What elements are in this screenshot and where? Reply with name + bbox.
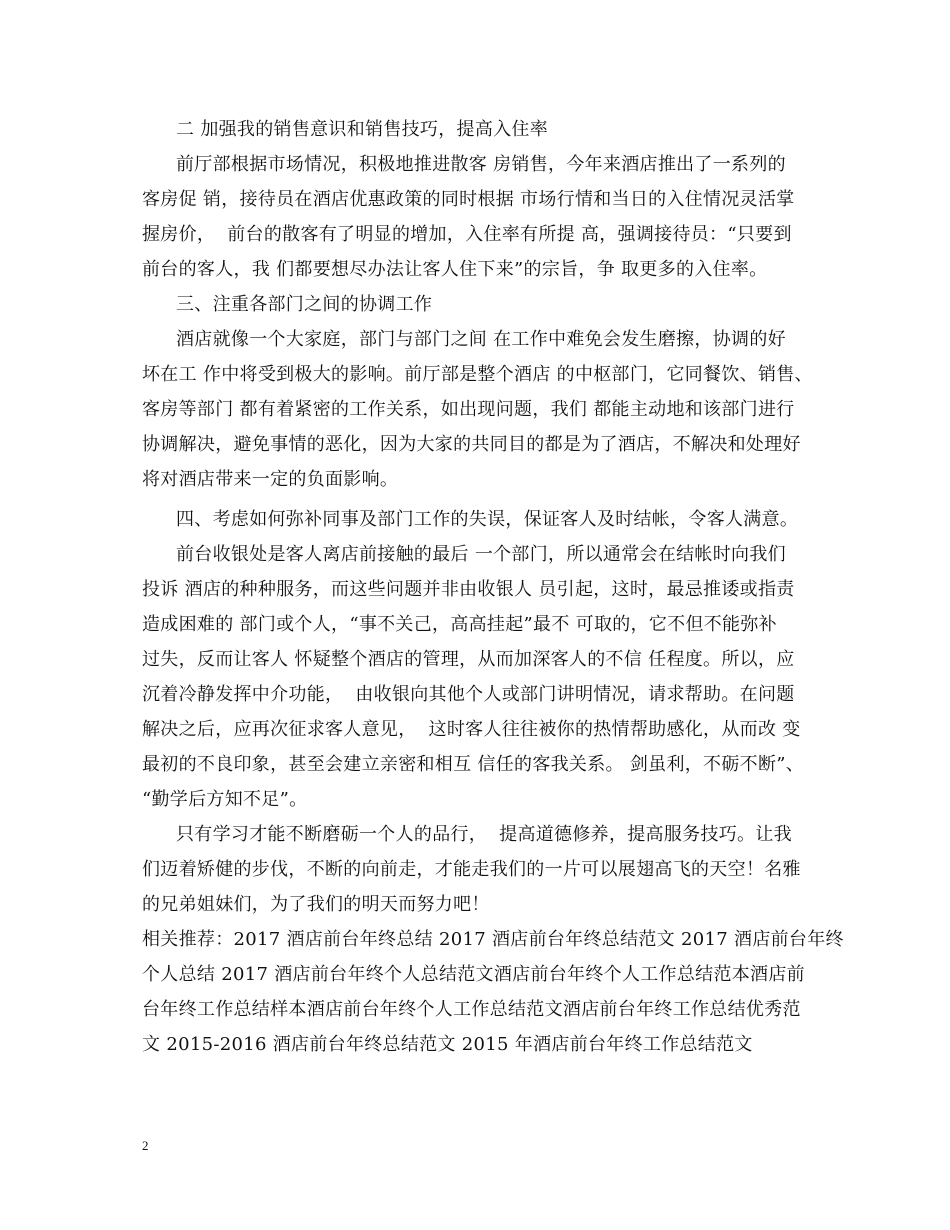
page-number: 2 [142,1138,149,1153]
paragraph-line: 过失，反而让客人 怀疑整个酒店的管理，从而加深客人的不信 任程度。所以，应 [142,649,795,670]
paragraph-line: 造成困难的 部门或个人，“事不关己，高高挂起”最不 可取的，它不但不能弥补 [142,614,777,635]
paragraph-line: 将对酒店带来一定的负面影响。 [142,469,399,490]
paragraph-line: 酒店就像一个大家庭，部门与部门之间 在工作中难免会发生磨擦，协调的好 [176,329,786,350]
paragraph-line: 只有学习才能不断磨砺一个人的品行， 提高道德修养，提高服务技巧。让我 [176,824,792,845]
section-heading: 四、考虑如何弥补同事及部门工作的失误，保证客人及时结帐，令客人满意。 [176,509,799,530]
paragraph-line: 握房价， 前台的散客有了明显的增加，入住率有所提 高，强调接待员：“只要到 [142,224,792,245]
related-recommendations-line: 台年终工作总结样本酒店前台年终个人工作总结范文酒店前台年终工作总结优秀范 [142,999,801,1020]
paragraph-line: 客房等部门 都有着紧密的工作关系，如出现问题，我们 都能主动地和该部门进行 [142,399,795,420]
paragraph-line: 沉着冷静发挥中介功能， 由收银向其他个人或部门讲明情况，请求帮助。在问题 [142,684,795,705]
paragraph-line: 最初的不良印象，甚至会建立亲密和相互 信任的客我关系。 剑虽利，不砺不断”、 [142,754,805,775]
paragraph-line: 前台收银处是客人离店前接触的最后 一个部门，所以通常会在结帐时向我们 [176,544,786,565]
paragraph-line: 投诉 酒店的种种服务，而这些问题并非由收银人 员引起，这时，最忌推诿或指责 [142,579,795,600]
related-recommendations-line: 个人总结 2017 酒店前台年终个人总结范文酒店前台年终个人工作总结范本酒店前 [142,964,805,985]
paragraph-line: 坏在工 作中将受到极大的影响。前厅部是整个酒店 的中枢部门，它同餐饮、销售、 [142,364,813,385]
section-heading: 三、注重各部门之间的协调工作 [176,294,433,315]
paragraph-line: 们迈着矫健的步伐，不断的向前走，才能走我们的一片可以展翅高飞的天空！名雅 [142,859,801,880]
paragraph-line: 的兄弟姐妹们，为了我们的明天而努力吧！ [142,894,490,915]
section-heading: 二 加强我的销售意识和销售技巧，提高入住率 [176,119,549,140]
paragraph-line: 解决之后，应再次征求客人意见， 这时客人往往被你的热情帮助感化，从而改 变 [142,719,801,740]
paragraph-line: 协调解决，避免事情的恶化，因为大家的共同目的都是为了酒店，不解决和处理好 [142,434,801,455]
paragraph-line: 客房促 销，接待员在酒店优惠政策的同时根据 市场行情和当日的入住情况灵活掌 [142,189,795,210]
related-recommendations-line: 相关推荐：2017 酒店前台年终总结 2017 酒店前台年终总结范文 2017 酒店前台年终 [142,929,844,950]
paragraph-line: 前台的客人，我 们都要想尽办法让客人住下来”的宗旨，争 取更多的入住率。 [142,259,768,280]
paragraph-line: “勤学后方知不足”。 [142,789,308,810]
related-recommendations-line: 文 2015-2016 酒店前台年终总结范文 2015 年酒店前台年终工作总结范文 [142,1034,753,1055]
paragraph-line: 前厅部根据市场情况，积极地推进散客 房销售，今年来酒店推出了一系列的 [176,154,786,175]
